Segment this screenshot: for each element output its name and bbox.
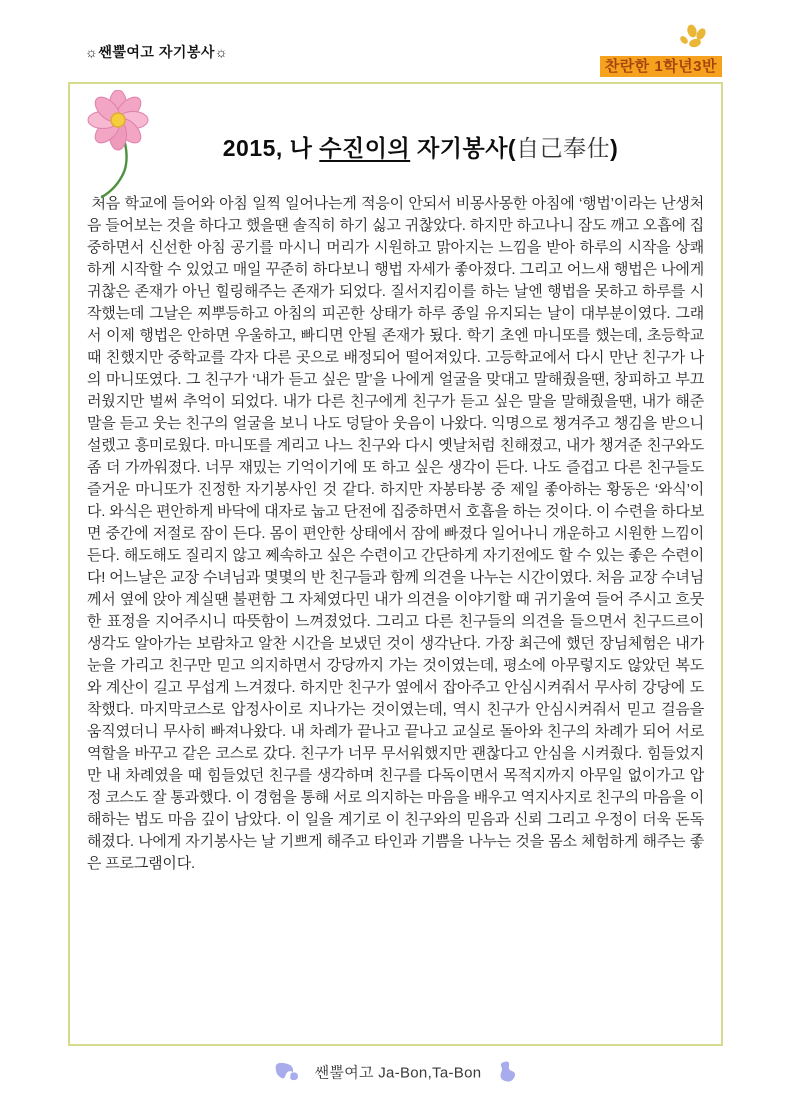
class-badge: 찬란한 1학년3반 bbox=[600, 56, 722, 77]
document-title bbox=[130, 130, 711, 163]
class-badge-group bbox=[600, 24, 722, 77]
butterfly-ornament-left-icon bbox=[274, 1061, 300, 1083]
body-paragraph: 처음 학교에 들어와 아침 일찍 일어나는게 적응이 안되서 비몽사몽한 아침에 ‘행법’이라는 난생처음 들어보는 것을 하다고 했을땐 솔직히 하기 싫고 귀찮았다. 하지만 하고나니 잠도 깨고 오흡에 집중하면서 신선한 아침 공기를 마시니 머리가 시원하고 맑아지는 느낌을 받아 하루의 시작을 상쾌하게 시작할 수 있었고 매일 꾸준히 하다보니 행법 자세가 좋아졌다. 그리고 어느새 행법은 나에게 귀찮은 존재가 아닌 힐링해주는 존재가 되었다. 질서지킴이를 하는 날엔 행법을 못하고 하루를 시작했는데 그날은 찌뿌등하고 아침의 피곤한 상태가 하루 종일 유지되는 날이 대부분이였다. 그래서 이제 행법은 안하면 우울하고, 빠디면 안될 존재가 됬다. 학기 초엔 마니또를 했는데, 초등학교때 친했지만 중학교를 각자 다른 곳으로 배정되어 떨어져있다. 고등학교에서 다시 만난 친구가 나의 마니또였다. 그 친구가 ‘내가 듣고 싶은 말’을 나에게 얼굴을 맞대고 말해줬을땐, 창피하고 부끄러웠지만 벌써 추억이 되었다. 내가 다른 친구에게 친구가 듣고 싶은 말을 말해줬을땐, 내가 해준 말을 듣고 웃는 친구의 얼굴을 보니 나도 덩달아 웃음이 나왔다. 익명으로 챙겨주고 챙김을 받으니 설렜고 흥미로웠다. 마니또를 계리고 나느 친구와 다시 옛날처럼 친해졌고, 내가 챙겨준 친구와도 좀 더 가까워졌다. 너무 재밌는 기억이기에 또 하고 싶은 생각이 든다. 나도 즐겁고 다른 친구들도 즐거운 마니또가 진정한 자기봉사인 것 같다. 하지만 자봉타봉 중 제일 좋아하는 황동은 ‘와식’이다. 와식은 편안하게 바닥에 대자로 눕고 단전에 집중하면서 호흡을 하는 것이다. 이 수련을 하다보면 중간에 저절로 잠이 든다. 몸이 편안한 상태에서 잠에 빠졌다 일어나니 개운하고 시원한 느낌이 든다. 해도해도 질리지 않고 쩨속하고 싶은 수련이고 간단하게 자기전에도 할 수 있는 좋은 수련이다! 어느날은 교장 수녀님과 몇몇의 반 친구들과 함께 의견을 나누는 시간이였다. 처음 교장 수녀님께서 옆에 앉아 계실땐 불편함 그 자체였다민 내가 의견을 이야기할 때 귀기울여 들어 주시고 흐뭇한 표정을 지어주시니 따뜻함이 느껴졌었다. 그리고 다른 친구들의 의견을 들으면서 친구드르이 생각도 알아가는 보람차고 알찬 시간을 보냈던 것이 생각난다. 가장 최근에 했던 장님체험은 내가 눈을 가리고 친구만 믿고 의지하면서 강당까지 가는 것이였는데, 평소에 아무렇지도 않았던 복도와 계산이 길고 무섭게 느겨졌다. 하지만 친구가 옆에서 잡아주고 안심시켜줘서 무사히 강당에 도착했다. 마지막코스로 압정사이로 지나가는 것이였는데, 역시 친구가 안심시켜줘서 믿고 걸음을 움직였더니 무사히 빠져나왔다. 내 차례가 끝나고 끝나고 교실로 돌아와 친구의 차례가 되어 서로 역할을 바꾸고 같은 코스로 갔다. 친구가 너무 무서워했지만 괜찮다고 안심을 시켜줬다. 힘들었지만 내 차례였을 때 힘들었던 친구를 생각하며 친구를 다독이면서 목적지까지 아무일 없이가고 압정 코스도 잘 통과했다. 이 경험을 통해 서로 의지하는 마음을 배우고 역지사지로 친구의 마음을 이해하는 법도 마음 깊이 남았다. 이 일을 계기로 이 친구와의 믿음과 신뢰 그리고 우정이 더욱 돈독해졌다. 나에게 자기봉사는 날 기쁘게 해주고 타인과 기쁨을 나누는 것을 몸소 체험하게 해주는 좋은 프로그램이다. bbox=[87, 195, 708, 872]
title-suffix: ) bbox=[610, 135, 619, 161]
gold-petals-icon bbox=[672, 24, 708, 54]
footer bbox=[0, 1060, 792, 1084]
footer-caption: 쌘뿔여고 Ja-Bon,Ta-Bon bbox=[314, 1064, 482, 1082]
butterfly-ornament-right-icon bbox=[496, 1060, 518, 1084]
title-middle: 자기봉사( bbox=[410, 135, 517, 161]
document-border bbox=[68, 82, 723, 1046]
title-prefix: 2015, 나 bbox=[222, 135, 320, 161]
title-hanja: 自己奉仕 bbox=[516, 136, 611, 161]
title-underlined-name: 수진이의 bbox=[319, 135, 411, 161]
header-school-title: ☼쌘뿔여고 자기봉사☼ bbox=[85, 44, 229, 60]
cosmos-flower-icon bbox=[82, 90, 154, 200]
